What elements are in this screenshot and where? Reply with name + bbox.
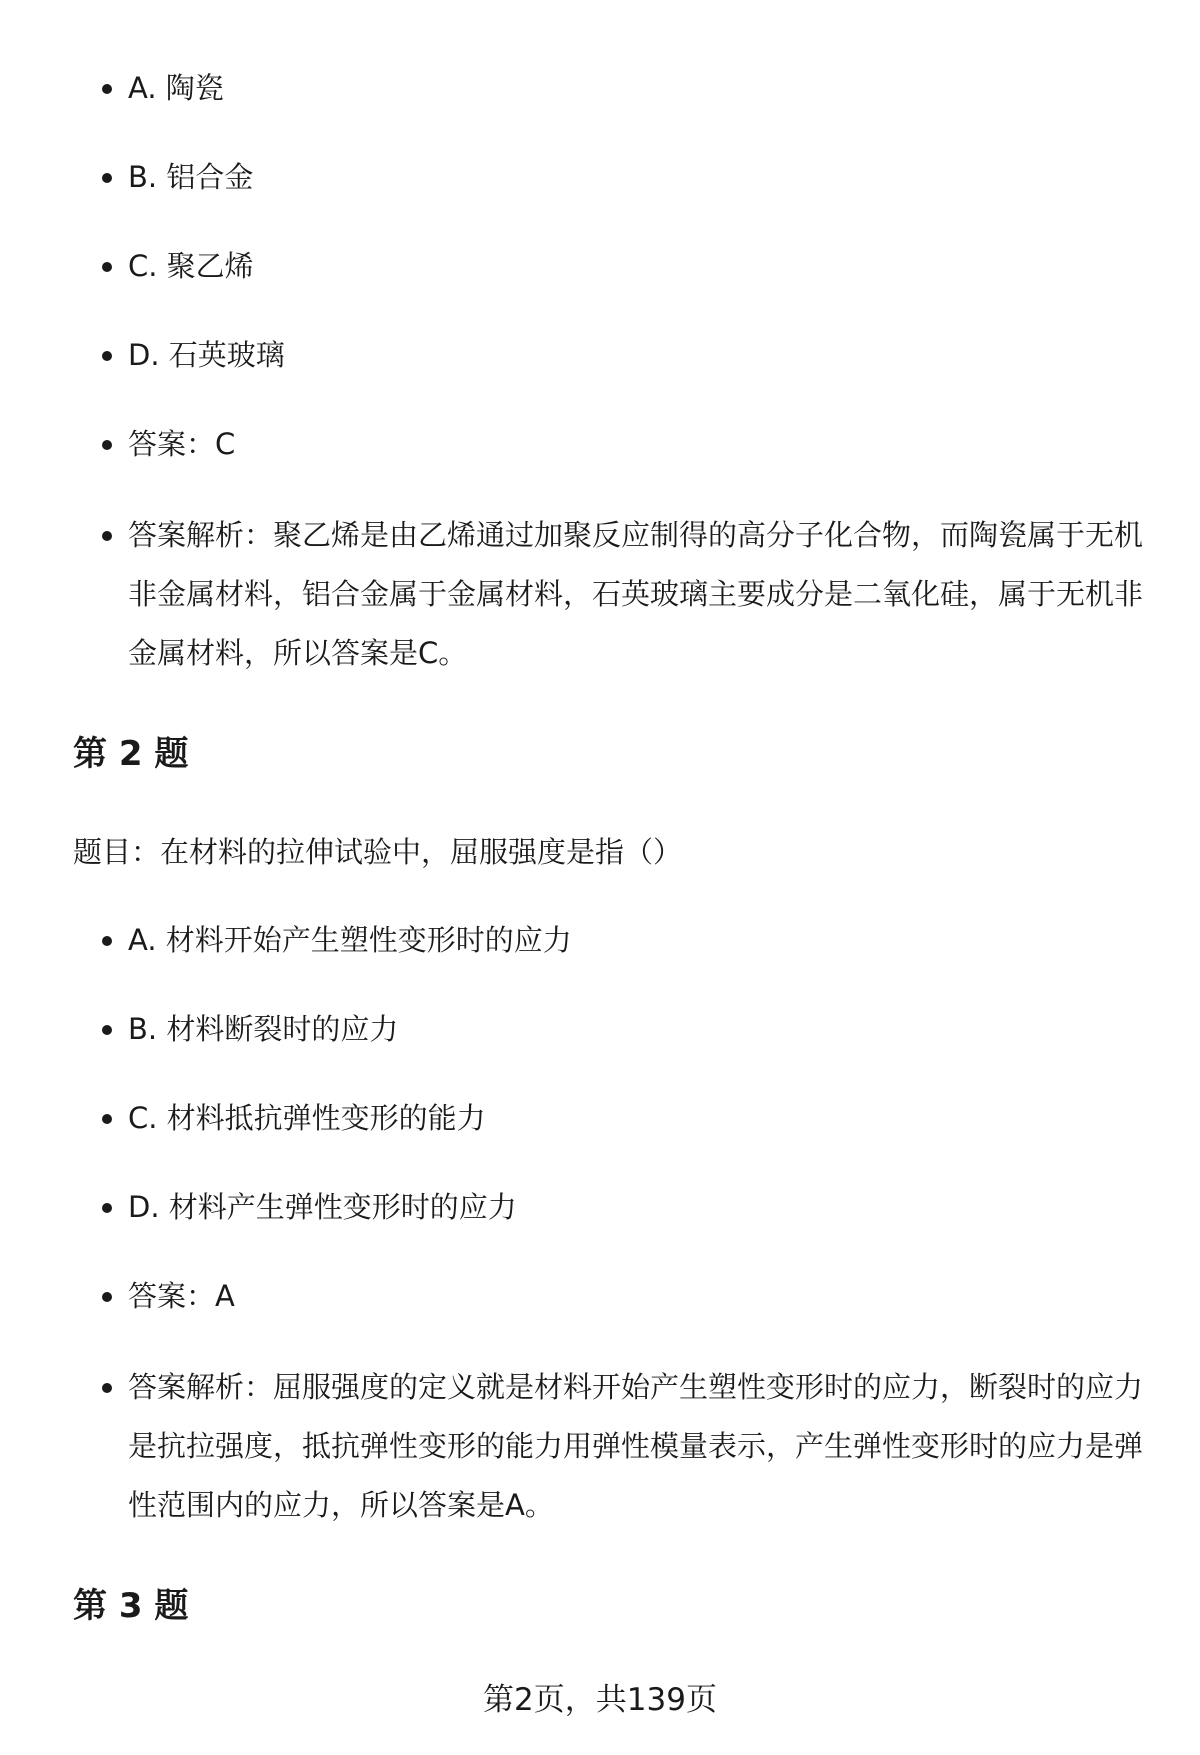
q2-option-a: A. 材料开始产生塑性变形时的应力: [128, 911, 1143, 970]
q2-answer: 答案：A: [128, 1267, 1143, 1326]
q1-option-b: B. 铝合金: [128, 148, 1143, 207]
q2-option-d: D. 材料产生弹性变形时的应力: [128, 1178, 1143, 1237]
q2-option-c: C. 材料抵抗弹性变形的能力: [128, 1089, 1143, 1148]
page-number-footer: 第2页，共139页: [483, 1682, 717, 1718]
q1-answer: 答案：C: [128, 415, 1143, 474]
q1-option-d: D. 石英玻璃: [128, 326, 1143, 385]
q2-heading: 第 2 题: [73, 734, 189, 774]
q1-explanation: 答案解析：聚乙烯是由乙烯通过加聚反应制得的高分子化合物，而陶瓷属于无机非金属材料，铝合金属于金属材料，石英玻璃主要成分是二氧化硅，属于无机非金属材料，所以答案是C。: [128, 506, 1143, 683]
q1-option-c: C. 聚乙烯: [128, 237, 1143, 296]
q2-option-b: B. 材料断裂时的应力: [128, 1000, 1143, 1059]
q1-option-a: A. 陶瓷: [128, 59, 1143, 118]
q2-explanation: 答案解析：屈服强度的定义就是材料开始产生塑性变形时的应力，断裂时的应力是抗拉强度，抵抗弹性变形的能力用弹性模量表示，产生弹性变形时的应力是弹性范围内的应力，所以答案是A。: [128, 1358, 1143, 1535]
q3-heading: 第 3 题: [73, 1586, 189, 1626]
q2-stem: 题目：在材料的拉伸试验中，屈服强度是指（）: [73, 835, 683, 869]
